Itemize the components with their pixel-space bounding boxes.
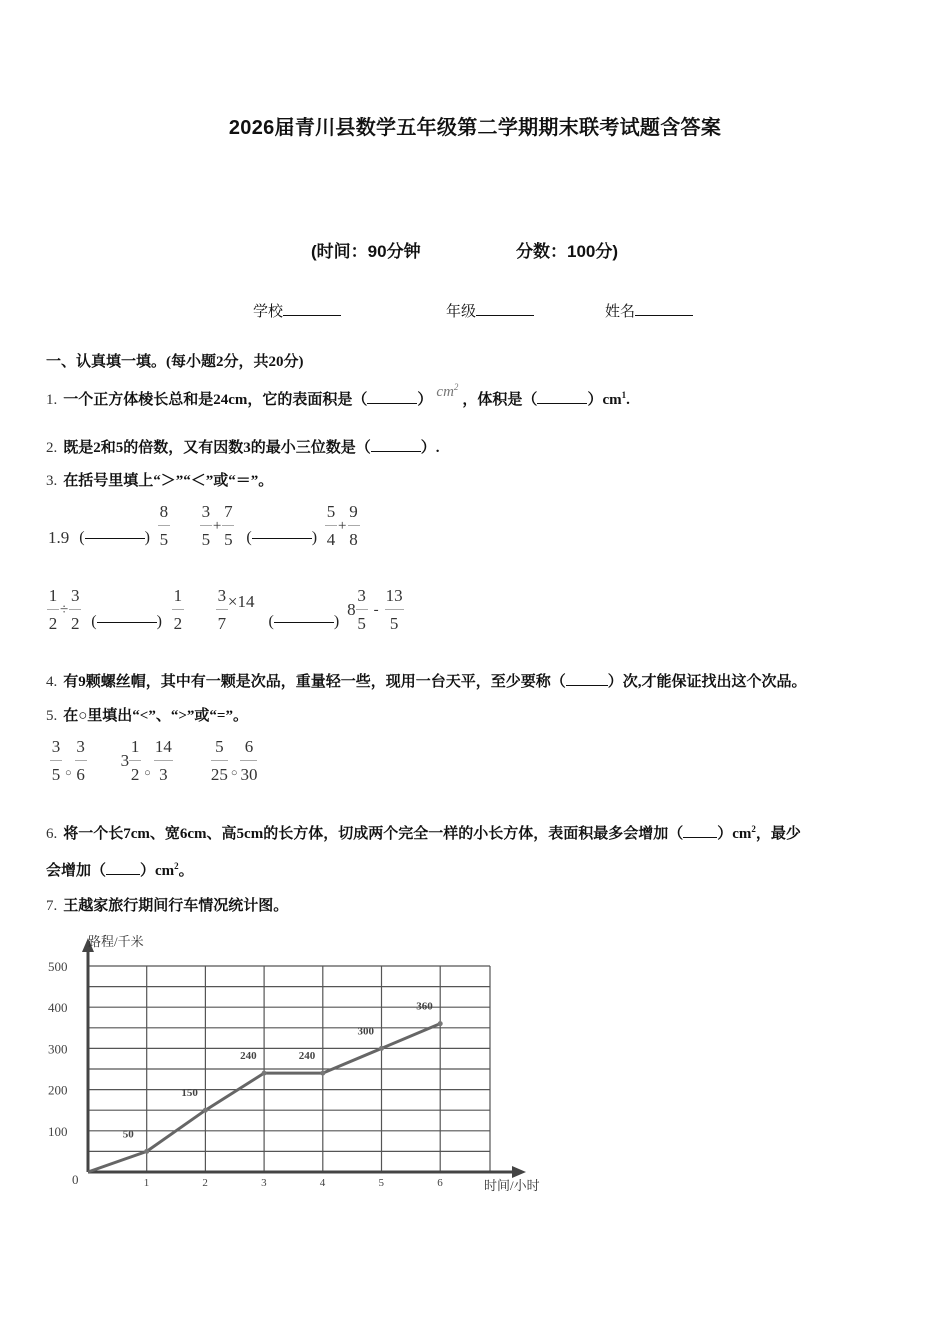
question-1: 1. 一个正方体棱长总和是24cm，它的表面积是（ ） $cm^2$，体积是（ ）$cm^1$.	[46, 382, 630, 408]
svg-text:50: 50	[122, 1128, 134, 1141]
fraction: $\frac{3}{7}$	[217, 586, 227, 633]
question-7: 7. 王越家旅行期间行车情况统计图。	[46, 898, 289, 914]
svg-text:360: 360	[416, 1000, 433, 1013]
q3-row-2: $\frac{1}{2}$ ÷ $\frac{3}{2}$ ( ) $\frac{1}{2}$ $\frac{3}{7}$ ×14 ( ) 8 $\frac{3}{5}$ - $\frac{13}{5}$	[48, 586, 403, 633]
svg-text:1: 1	[143, 1177, 150, 1189]
question-5: 5. 在○里填出“<”、“>”或“=”。	[46, 708, 248, 724]
fraction: $\frac{14}{3}$	[154, 737, 172, 784]
chart-grid	[88, 966, 490, 1172]
answer-blank[interactable]	[683, 837, 717, 838]
question-4: 4. 有9颗螺丝帽，其中有一颗是次品，重量轻一些，现用一台天平，至少要称（ ）次,才能保证找出这个次品。	[46, 674, 807, 690]
school-label: 学校	[253, 303, 284, 320]
answer-blank[interactable]	[106, 874, 140, 875]
answer-blank[interactable]	[367, 403, 417, 404]
svg-text:4: 4	[319, 1177, 326, 1189]
svg-text:150: 150	[181, 1087, 198, 1100]
question-2: 2. 既是2和5的倍数，又有因数3的最小三位数是（ ）.	[46, 440, 440, 456]
line-chart	[40, 928, 570, 1203]
svg-text:240: 240	[298, 1050, 316, 1063]
fraction: $\frac{5}{25}$	[210, 737, 228, 784]
svg-text:400: 400	[48, 1000, 68, 1016]
svg-text:2: 2	[202, 1177, 208, 1189]
page-title: 2026届青川县数学五年级第二学期期末联考试题含答案	[228, 117, 722, 139]
grade-blank[interactable]	[476, 315, 534, 316]
fraction: $\frac{3}{5}$	[51, 737, 61, 784]
answer-blank[interactable]	[566, 685, 608, 686]
question-3: 3. 在括号里填上“＞”“＜”或“＝”。	[46, 473, 274, 489]
x-axis-label: 时间/小时	[484, 1178, 540, 1193]
svg-text:240: 240	[240, 1050, 257, 1063]
name-label: 姓名	[605, 303, 636, 320]
question-number: 1.	[46, 392, 58, 408]
fraction: $\frac{6}{30}$	[240, 737, 258, 784]
school-field[interactable]	[253, 300, 341, 321]
fraction: $\frac{1}{2}$	[130, 737, 140, 784]
question-6-line-2: 会增加（ ）$cm^2$。	[46, 861, 194, 879]
school-blank[interactable]	[283, 315, 341, 316]
unit-cm2: $cm^2$	[436, 382, 459, 400]
fraction: $\frac{1}{2}$	[173, 586, 183, 633]
compare-blank[interactable]	[252, 538, 312, 539]
svg-text:5: 5	[378, 1177, 384, 1189]
fraction: $\frac{7}{5}$	[224, 502, 233, 549]
svg-text:500: 500	[48, 959, 68, 974]
svg-text:6: 6	[437, 1177, 443, 1189]
svg-text:300: 300	[48, 1041, 68, 1057]
fraction: $\frac{3}{5}$	[357, 586, 366, 633]
fraction: $\frac{13}{5}$	[385, 586, 403, 633]
time-limit: (时间：90分钟	[311, 242, 421, 261]
answer-blank[interactable]	[371, 451, 421, 452]
compare-blank[interactable]	[85, 538, 145, 539]
y-axis-label: 路程/千米	[88, 934, 144, 949]
grade-field[interactable]	[446, 300, 534, 321]
svg-text:3: 3	[261, 1177, 267, 1189]
question-6: 6. 将一个长7cm、宽6cm、高5cm的长方体，切成两个完全一样的小长方体，表面积最多会增加（ ）$cm^2$，最少	[46, 824, 801, 842]
compare-circle[interactable]: ○	[230, 767, 238, 779]
compare-circle[interactable]: ○	[144, 767, 151, 779]
chart-svg	[40, 928, 570, 1198]
fraction: $\frac{5}{4}$	[326, 502, 336, 549]
svg-text:300: 300	[357, 1025, 374, 1038]
compare-blank[interactable]	[97, 622, 157, 623]
section-heading: 一、认真填一填。(每小题2分，共20分)	[46, 354, 304, 370]
fraction: $\frac{8}{5}$	[159, 502, 169, 549]
svg-text:100: 100	[48, 1123, 68, 1139]
fraction: $\frac{3}{5}$	[201, 502, 211, 549]
svg-text:200: 200	[48, 1082, 68, 1098]
compare-blank[interactable]	[274, 622, 334, 623]
name-field[interactable]	[605, 300, 693, 321]
fraction: $\frac{1}{2}$	[48, 586, 58, 633]
chart-ticks	[48, 959, 443, 1189]
fraction: $\frac{9}{8}$	[349, 502, 358, 549]
q3-row-1: 1.9 ( ) $\frac{8}{5}$ $\frac{3}{5}$ + $\frac{7}{5}$ ( ) $\frac{5}{4}$ + $\frac{9}{8}$	[48, 502, 358, 549]
name-blank[interactable]	[635, 315, 693, 316]
fraction: $\frac{3}{6}$	[76, 737, 85, 784]
q5-row: $\frac{3}{5}$ ○ $\frac{3}{6}$ 3 $\frac{1}{2}$ ○ $\frac{14}{3}$ $\frac{5}{25}$ ○ $\frac{6}{30}$	[51, 737, 258, 784]
svg-text:0: 0	[72, 1172, 79, 1187]
compare-circle[interactable]: ○	[65, 767, 72, 779]
grade-label: 年级	[446, 303, 477, 320]
fraction: $\frac{3}{2}$	[70, 586, 80, 633]
answer-blank[interactable]	[537, 403, 587, 404]
total-score: 分数：100分)	[516, 242, 619, 261]
